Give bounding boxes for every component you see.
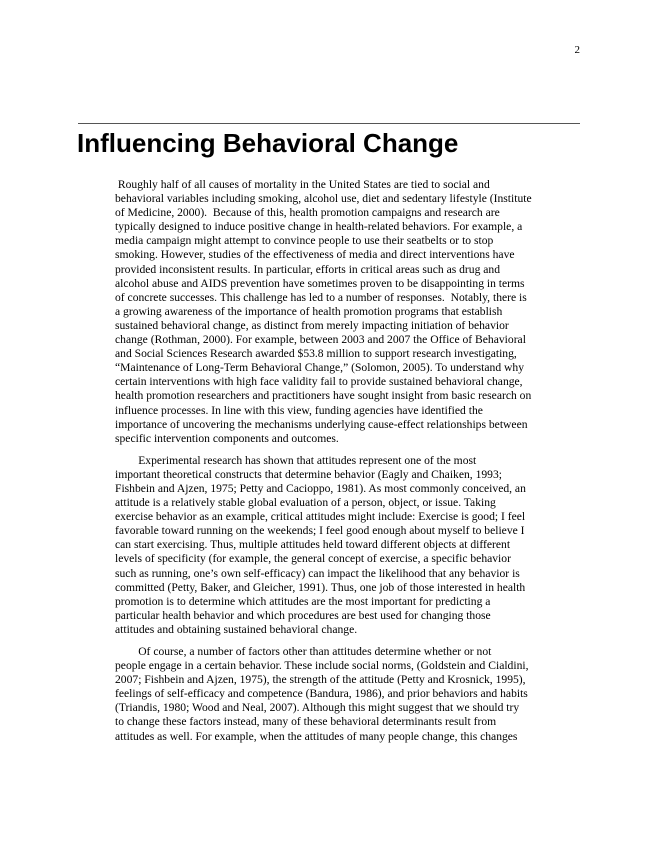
page-number: 2 <box>574 44 580 56</box>
text-line: Roughly half of all causes of mortality in the United States are tied to social and <box>115 178 490 191</box>
body-text <box>115 178 580 744</box>
text-line: change (Rothman, 2000). For example, between 2003 and 2007 the Office of Behavioral <box>115 333 526 347</box>
paragraph-2 <box>115 454 580 637</box>
text-line: can start exercising. Thus, multiple attitudes held toward different objects at different <box>115 538 511 552</box>
text-line: people engage in a certain behavior. These include social norms, (Goldstein and Cialdini, <box>115 659 529 673</box>
text-line: important theoretical constructs that determine behavior (Eagly and Chaiken, 1993; <box>115 467 502 481</box>
text-line: behavioral variables including smoking, alcohol use, diet and sedentary lifestyle (Institute <box>115 192 532 206</box>
text-line: a growing awareness of the importance of health promotion programs that establish <box>115 304 503 318</box>
section-title: Influencing Behavioral Change <box>77 128 459 158</box>
text-line: promotion is to determine which attitudes are the most important for predicting a <box>115 594 491 608</box>
text-line: particular health behavior and which procedures are best used for changing those <box>115 608 491 622</box>
text-line: and Social Sciences Research awarded $53.8 million to support research investigating, <box>115 347 517 361</box>
text-line: Fishbein and Ajzen, 1975; Petty and Cacioppo, 1981). As most commonly conceived, an <box>115 481 526 495</box>
text-line: smoking. However, studies of the effectiveness of media and direct interventions have <box>115 248 515 262</box>
text-line: influence processes. In line with this view, funding agencies have identified the <box>115 403 483 417</box>
text-line: provided inconsistent results. In particular, efforts in critical areas such as drug and <box>115 262 501 276</box>
text-line: of concrete successes. This challenge has led to a number of responses. Notably, there is <box>115 290 527 304</box>
text-line: importance of uncovering the mechanisms underlying cause-effect relationships between <box>115 417 528 431</box>
header-rule <box>78 123 580 124</box>
text-line: feelings of self-efficacy and competence (Bandura, 1986), and prior behaviors and habits <box>115 687 528 701</box>
text-line: “Maintenance of Long-Term Behavioral Change,” (Solomon, 2005). To understand why <box>115 361 524 375</box>
text-line: to change these factors instead, many of these behavioral determinants result from <box>115 715 497 729</box>
text-line: Experimental research has shown that attitudes represent one of the most <box>115 453 477 467</box>
text-line: alcohol abuse and AIDS prevention have sometimes proven to be disappointing in terms <box>115 276 525 290</box>
text-line: exercise behavior as an example, critical attitudes might include: Exercise is good; I feel <box>115 510 526 524</box>
text-line: health promotion researchers and practitioners have sought insight from basic research on <box>115 389 532 403</box>
text-line: favorable toward running on the weekends; I feel good enough about myself to believe I <box>115 524 525 538</box>
text-line: such as running, one’s own self-efficacy) can impact the likelihood that any behavior is <box>115 566 520 580</box>
text-line: Of course, a number of factors other than attitudes determine whether or not <box>115 645 492 658</box>
text-line: media campaign might attempt to convince people to use their seatbelts or to stop <box>115 234 494 248</box>
paragraph-1 <box>115 178 580 446</box>
text-line: of Medicine, 2000). Because of this, health promotion campaigns and research are <box>115 206 500 220</box>
text-line: attitude is a relatively stable global evaluation of a person, object, or issue. Taking <box>115 496 496 510</box>
text-line: sustained behavioral change, as distinct from merely impacting initiation of behavior <box>115 318 509 332</box>
text-line: attitudes and obtaining sustained behavioral change. <box>115 622 358 636</box>
text-line: specific intervention components and outcomes. <box>115 431 339 445</box>
text-line: (Triandis, 1980; Wood and Neal, 2007). Although this might suggest that we should try <box>115 701 520 715</box>
text-line: committed (Petty, Baker, and Gleicher, 1991). Thus, one job of those interested in health <box>115 580 526 594</box>
text-line: certain interventions with high face validity fail to provide sustained behavioral change, <box>115 375 523 389</box>
text-line: 2007; Fishbein and Ajzen, 1975), the strength of the attitude (Petty and Krosnick, 1995), <box>115 673 526 687</box>
text-line: attitudes as well. For example, when the attitudes of many people change, this changes <box>115 729 518 743</box>
text-line: typically designed to induce positive change in health-related behaviors. For example, a <box>115 220 523 234</box>
paragraph-3 <box>115 645 580 744</box>
text-line: levels of specificity (for example, the general concept of exercise, a specific behavior <box>115 552 511 566</box>
